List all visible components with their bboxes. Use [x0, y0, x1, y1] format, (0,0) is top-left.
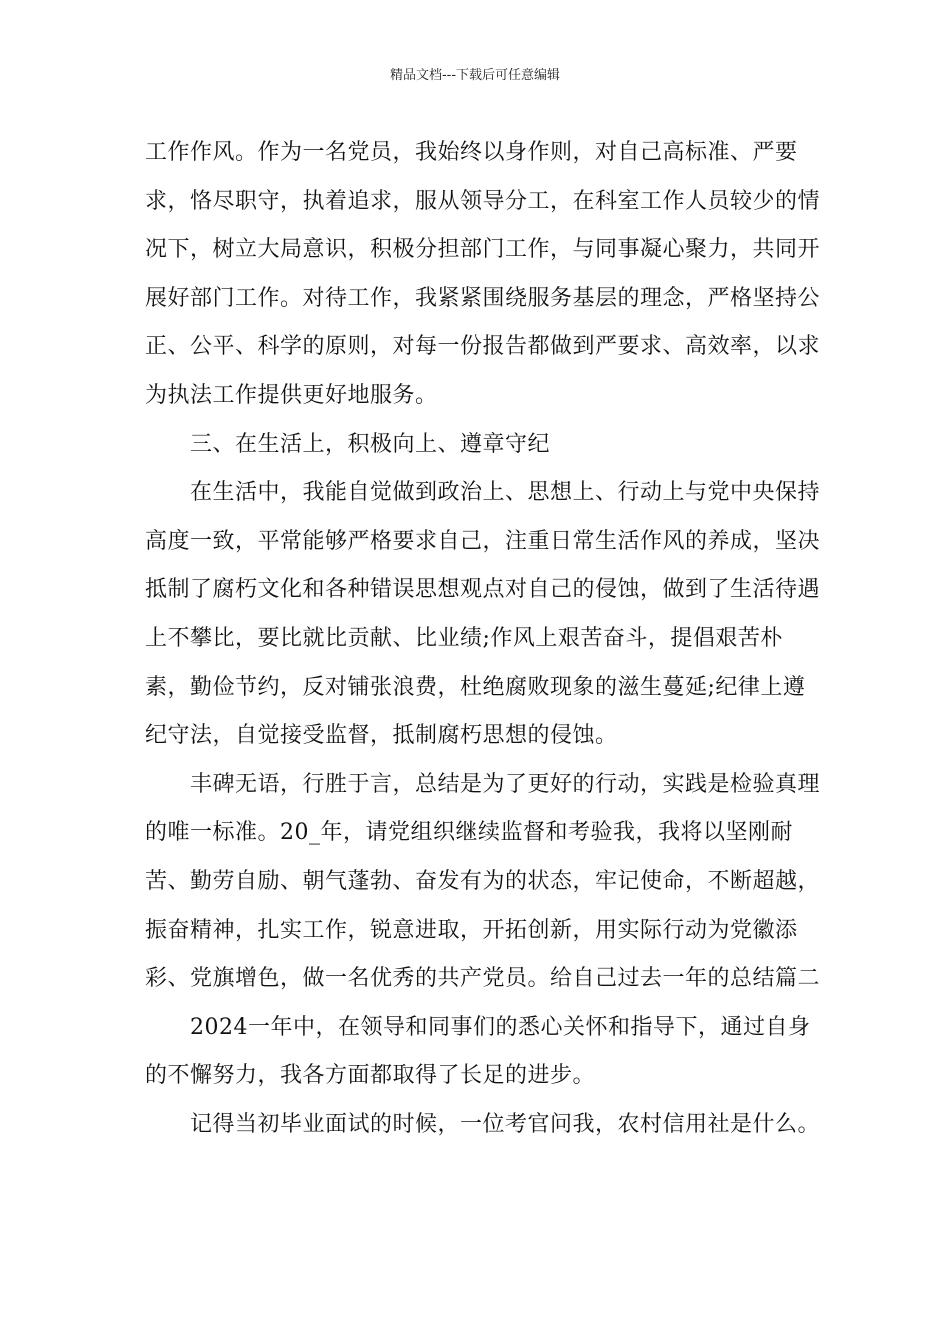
paragraph-life: 在生活中，我能自觉做到政治上、思想上、行动上与党中央保持高度一致，平常能够严格要求自己，注重日常生活作风的养成，坚决抵制了腐朽文化和各种错误思想观点对自己的侵蚀，做到了生活待遇上不攀比，要比就比贡献、比业绩;作风上艰苦奋斗，提倡艰苦朴素，勤俭节约，反对铺张浪费，杜绝腐败现象的滋生蔓延;纪律上遵纪守法，自觉接受监督，抵制腐朽思想的侵蚀。 — [145, 480, 821, 749]
paragraph-summary: 丰碑无语，行胜于言，总结是为了更好的行动，实践是检验真理的唯一标准。20_年，请党组织继续监督和考验我，我将以坚刚耐苦、勤劳自励、朝气蓬勃、奋发有为的状态，牢记使命，不断超越，振奋精神，扎实工作，锐意进取，开拓创新，用实际行动为党徽添彩、党旗增色，做一名优秀的共产党员。给自己过去一年的总结篇二 — [145, 771, 821, 992]
paragraph-work-style: 工作作风。作为一名党员，我始终以身作则，对自己高标准、严要求，恪尽职守，执着追求，服从领导分工，在科室工作人员较少的情况下，树立大局意识，积极分担部门工作，与同事凝心聚力，共同开展好部门工作。对待工作，我紧紧围绕服务基层的理念，严格坚持公正、公平、科学的原则，对每一份报告都做到严要求、高效率，以求为执法工作提供更好地服务。 — [145, 140, 821, 408]
paragraph-interview: 记得当初毕业面试的时候，一位考官问我，农村信用社是什么。 — [190, 1111, 821, 1137]
paragraph-year-progress: 2024一年中，在领导和同事们的悉心关怀和指导下，通过自身的不懈努力，我各方面都取得了长足的进步。 — [145, 1014, 811, 1089]
document-body — [145, 129, 825, 1149]
section-heading-life: 三、在生活上，积极向上、遵章守纪 — [190, 431, 551, 457]
page-header: 精品文档---下载后可任意编辑 — [389, 68, 561, 83]
